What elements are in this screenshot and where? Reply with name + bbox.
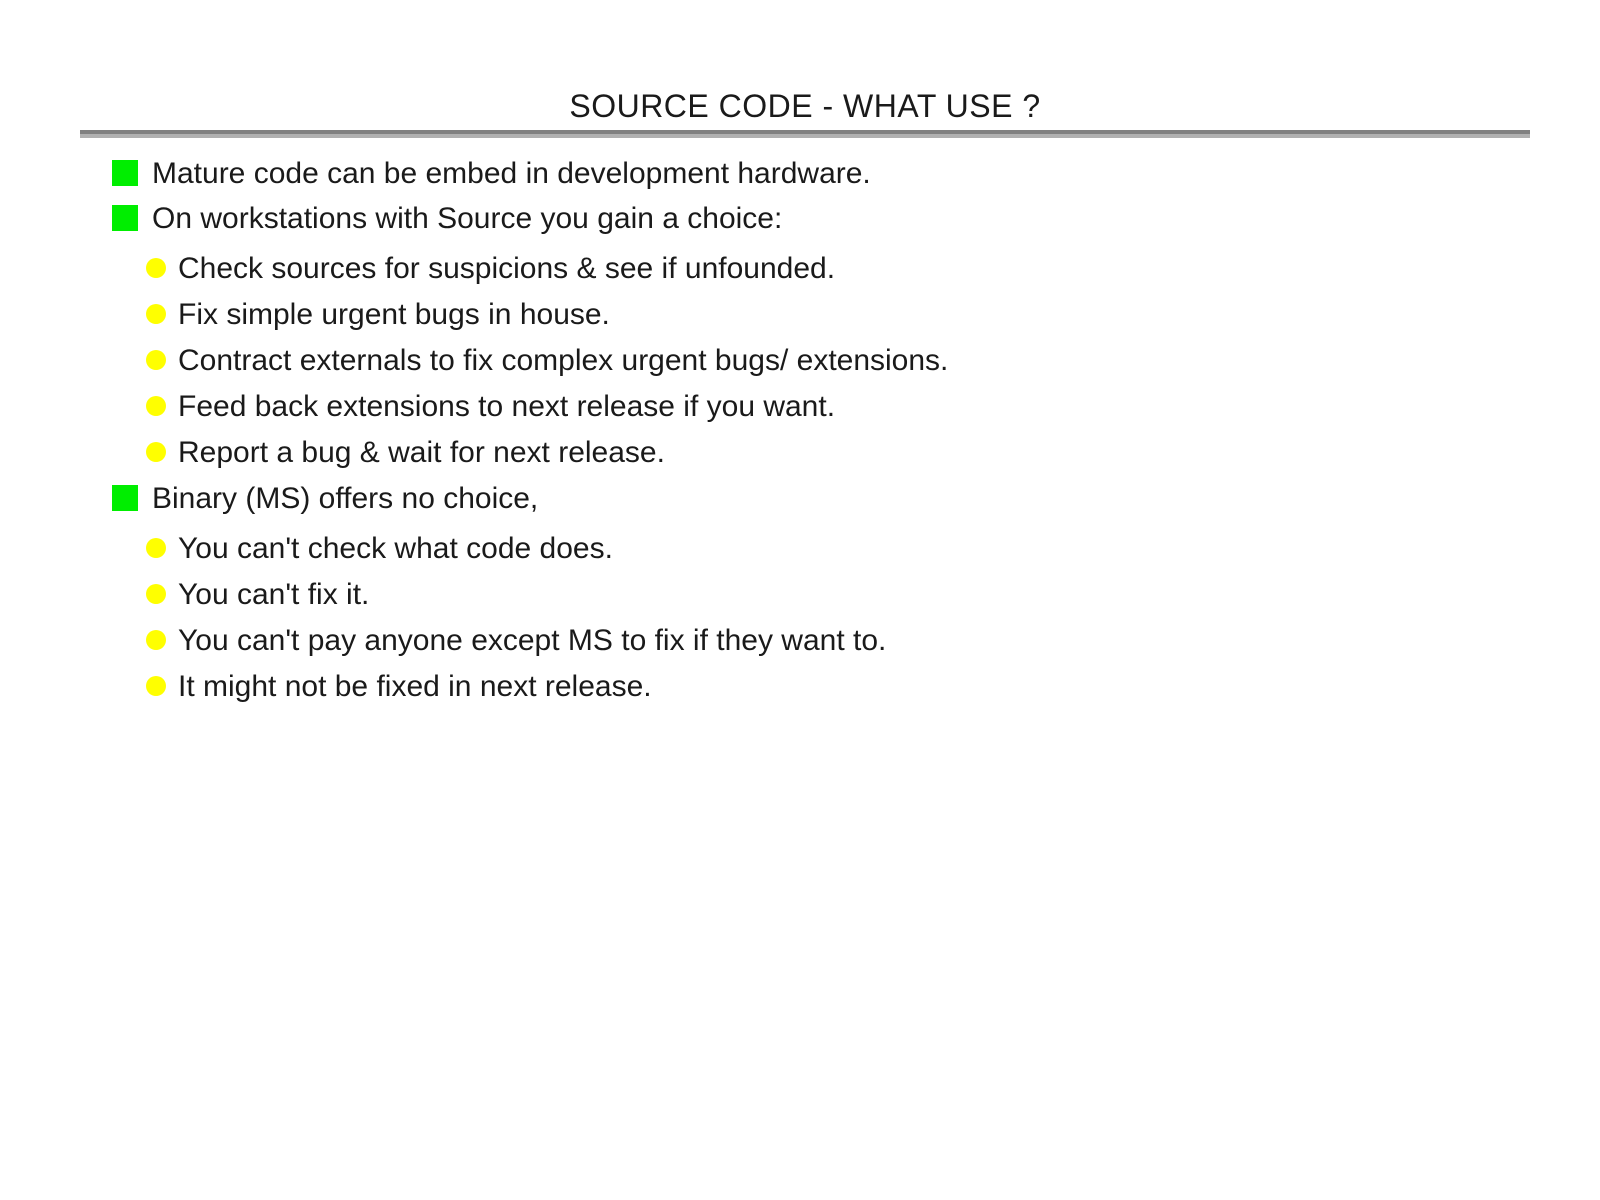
yellow-dot-icon bbox=[146, 442, 166, 462]
sub-list-item-text: Feed back extensions to next release if you want. bbox=[178, 390, 836, 423]
green-square-icon bbox=[112, 485, 138, 511]
list-item-text: On workstations with Source you gain a choice: bbox=[152, 202, 783, 235]
sub-list-item bbox=[146, 577, 369, 613]
sub-list-item bbox=[146, 531, 613, 567]
sub-list-item-text: You can't check what code does. bbox=[178, 532, 613, 565]
sub-list-item-text: You can't pay anyone except MS to fix if they want to. bbox=[178, 624, 887, 657]
list-item-text: Binary (MS) offers no choice, bbox=[152, 482, 539, 515]
list-item-text: Mature code can be embed in development hardware. bbox=[152, 157, 871, 190]
yellow-dot-icon bbox=[146, 630, 166, 650]
green-square-icon bbox=[112, 205, 138, 231]
sub-list-item bbox=[146, 435, 665, 471]
yellow-dot-icon bbox=[146, 258, 166, 278]
sub-list-item bbox=[146, 343, 948, 379]
yellow-dot-icon bbox=[146, 350, 166, 370]
sub-list-item bbox=[146, 251, 835, 287]
yellow-dot-icon bbox=[146, 538, 166, 558]
sub-list-item-text: It might not be fixed in next release. bbox=[178, 670, 652, 703]
slide-title: SOURCE CODE - WHAT USE ? bbox=[569, 88, 1041, 124]
sub-list-item bbox=[146, 623, 886, 659]
sub-list-item bbox=[146, 297, 610, 333]
sub-list-item-text: Check sources for suspicions & see if unfounded. bbox=[178, 252, 836, 285]
list-item bbox=[112, 156, 871, 192]
sub-list-item-text: You can't fix it. bbox=[178, 578, 370, 611]
yellow-dot-icon bbox=[146, 584, 166, 604]
sub-list-item-text: Contract externals to fix complex urgent bugs/ extensions. bbox=[178, 344, 949, 377]
sub-list-item bbox=[146, 389, 835, 425]
green-square-icon bbox=[112, 160, 138, 186]
sub-list-item-text: Fix simple urgent bugs in house. bbox=[178, 298, 610, 331]
sub-list-item bbox=[146, 669, 652, 705]
yellow-dot-icon bbox=[146, 304, 166, 324]
yellow-dot-icon bbox=[146, 396, 166, 416]
sub-list-item-text: Report a bug & wait for next release. bbox=[178, 436, 665, 469]
yellow-dot-icon bbox=[146, 676, 166, 696]
list-item bbox=[112, 201, 782, 237]
list-item bbox=[112, 481, 538, 517]
